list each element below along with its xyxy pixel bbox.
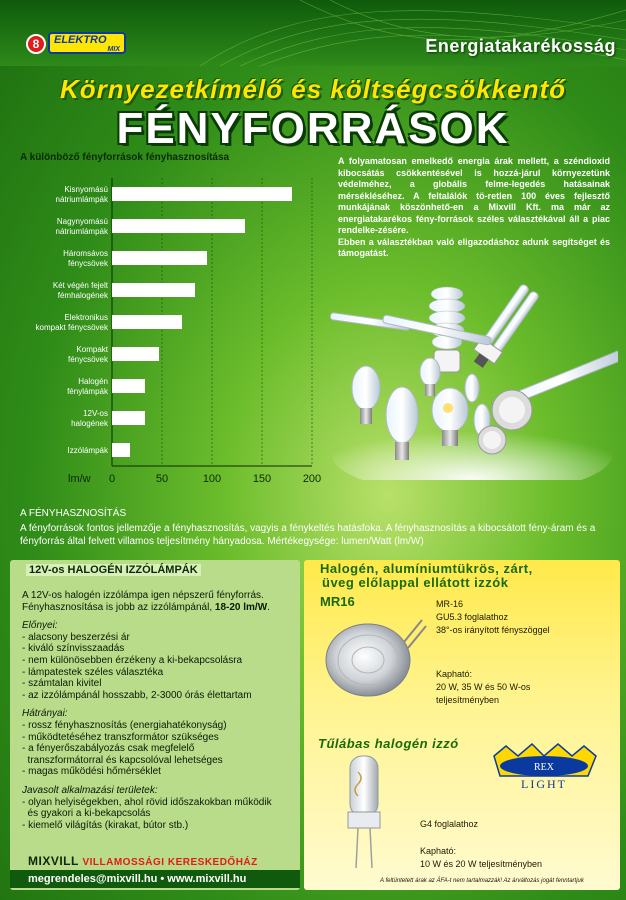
category-label: [71, 409, 109, 428]
advantage-item: - nem különösebben érzékeny a ki-bekapcsolásra: [22, 654, 243, 666]
category-label: [53, 281, 109, 300]
bar: [112, 411, 145, 425]
disadvantages-heading: Hátrányai:: [22, 708, 68, 720]
category-label-line: fénylámpák: [67, 387, 108, 396]
x-tick-label: 200: [302, 473, 322, 485]
mr16-title: Halogén, alumíniumtükrös, zárt, üveg előlappal ellátott izzók: [320, 561, 533, 590]
pin-halogen-title: Tűlábas halogén izzó: [318, 736, 459, 751]
pin-halogen-spec: G4 foglalathoz: [420, 819, 479, 829]
category-label-line: Nagynyomású: [56, 217, 108, 226]
headline: Környezetkímélő és költségcsökkentő: [59, 74, 567, 104]
x-axis-label: lm/w: [68, 473, 91, 485]
pin-halogen-capsule-icon: [330, 752, 400, 872]
category-label-line: Háromsávos: [63, 249, 108, 258]
disadvantages-list: [22, 720, 298, 778]
category-label: [68, 446, 109, 455]
efficacy-bar-chart: [16, 168, 326, 498]
category-label-line: fémhalogének: [57, 291, 108, 300]
x-tick-label: 100: [202, 473, 222, 485]
category-label-line: nátriumlámpák: [55, 227, 108, 236]
disadvantage-item: - működtetéséhez transzformátor szükséges: [22, 731, 219, 743]
bar: [112, 283, 195, 297]
advantage-item: - számtalan kivitel: [22, 678, 102, 690]
bar: [112, 251, 207, 265]
advantage-item: - kiváló színvisszaadás: [22, 643, 125, 655]
disadvantage-item: transzformátorral és kapcsolóval lehetséges: [22, 754, 223, 766]
advantage-item: - alacsony beszerzési ár: [22, 631, 130, 643]
category-label-line: fénycsövek: [67, 355, 108, 364]
bar: [112, 443, 130, 457]
category-label-line: Halogén: [78, 377, 108, 386]
category-label: [67, 377, 109, 396]
mixvill-brand: MIXVILL VILLAMOSSÁGI KERESKEDŐHÁZ: [28, 854, 258, 868]
mr16-availability: Kapható: 20 W, 35 W és 50 W-os teljesítményben: [436, 669, 531, 705]
bar: [112, 379, 145, 393]
efficacy-section-title: A FÉNYHASZNOSÍTÁS: [20, 508, 127, 519]
x-tick-label: 50: [155, 473, 169, 485]
category-label-line: Két végén fejelt: [52, 281, 108, 290]
bar: [112, 347, 159, 361]
category-label-line: Kompakt: [76, 345, 108, 354]
halogen-12v-title: 12V-os HALOGÉN IZZÓLÁMPÁK: [26, 564, 201, 576]
intro-paragraph-1: A folyamatosan emelkedő energia árak mellett, a széndioxid kibocsátás csökkentésével is hozzá-járul környezetünk védelméhez, a globális felme-legedés hatásainak mérsékléséhez. A feltalálók tö-retlen 100 éves fejlesztő munkájának köszönhető-en a Mixvill Kft. ma már az energiatakarékos fény-források széles választékával áll a piac rendelke-zésére.: [338, 156, 610, 235]
elektromix-logo: [48, 32, 126, 54]
intro-text: [338, 156, 610, 260]
pl-lamp-icon: [468, 282, 541, 372]
rex-text: REX: [534, 762, 554, 773]
applications-heading: Javasolt alkalmazási területek:: [22, 784, 158, 796]
application-item: - kiemelő világítás (kirakat, bútor stb.): [22, 819, 189, 831]
mr16-reflector-icon: [318, 612, 428, 702]
disadvantage-item: - magas működési hőmérséklet: [22, 766, 161, 778]
efficacy-section-body: A fényforrások fontos jellemzője a fényhasznosítás, vagyis a fénykeltés hatásfoka. A fényhasznosítás a kibocsátott fény-áram és a fényforrás által felvett villamos teljesítmény hányadosa. Mértékegysége: lumen/Watt (lm/W): [20, 523, 596, 547]
category-label-line: 12V-os: [83, 409, 108, 418]
lamps-illustration: [322, 270, 618, 480]
application-item: és gyakori a ki-bekapcsolás: [22, 808, 151, 820]
category-label: [63, 249, 109, 268]
page-title: FÉNYFORRÁSOK: [116, 104, 510, 153]
advantages-heading: Előnyei:: [22, 620, 58, 632]
disadvantage-item: - rossz fényhasznosítás (energiahatékonyság): [22, 719, 227, 731]
contact-bar: megrendeles@mixvill.hu • www.mixvill.hu: [10, 870, 300, 888]
category-label-line: halogének: [71, 419, 108, 428]
application-item: - olyan helyiségekben, ahol rövid időszakokban működik: [22, 796, 272, 808]
efficacy-value: 18-20 lm/W: [214, 601, 268, 613]
page-number: 8: [26, 34, 46, 54]
applications-list: [22, 797, 298, 832]
x-tick-label: 0: [108, 473, 116, 485]
category-label-line: nátriumlámpák: [55, 195, 108, 204]
bar: [112, 187, 292, 201]
disadvantage-item: - a fényerőszabályozás csak megfelelő: [22, 743, 195, 755]
mr16-name: MR16: [320, 594, 355, 609]
x-tick-label: 150: [252, 473, 272, 485]
halogen-12v-intro: A 12V-os halogén izzólámpa igen népszerű fényforrás. Fényhasznosítása is jobb az izzólámpánál, 18-20 lm/W.: [22, 590, 270, 613]
brand-tagline: VILLAMOSSÁGI KERESKEDŐHÁZ: [82, 857, 258, 868]
bar: [112, 315, 182, 329]
advantages-list: [22, 632, 298, 702]
price-disclaimer: A feltüntetett árak az ÁFA-t nem tartalmazzák! Az árváltozás jogát fenntartjuk: [380, 878, 584, 884]
category-label-line: kompakt fénycsövek: [35, 323, 108, 332]
rex-light-logo: [488, 742, 600, 790]
category-label: [56, 185, 109, 204]
advantage-item: - lámpatestek széles választéka: [22, 666, 164, 678]
advantage-item: - az izzólámpánál hosszabb, 2-3000 órás élettartam: [22, 689, 252, 701]
intro-paragraph-2: Ebben a választékban való eligazodáshoz adunk segítséget és támogatást.: [338, 236, 610, 258]
metal-halide-lamp-icon: [330, 312, 492, 345]
halogen-12v-text: [22, 590, 298, 831]
category-label-line: Kisnyomású: [64, 185, 108, 194]
category-label: [56, 217, 109, 236]
mr16-specs: MR-16 GU5.3 foglalathoz 38°-os irányított fényszöggel: [436, 599, 550, 635]
section-title: Energiatakarékosság: [425, 36, 616, 56]
pin-halogen-availability: Kapható: 10 W és 20 W teljesítményben: [420, 846, 543, 869]
logo-sub: MIX: [107, 46, 120, 53]
category-label-line: fénycsövek: [67, 259, 108, 268]
category-label: [36, 313, 109, 332]
glow-ellipse: [332, 415, 612, 480]
bar: [112, 219, 245, 233]
category-label-line: Elektronikus: [64, 313, 108, 322]
category-label: [68, 345, 109, 364]
light-text: LIGHT: [521, 777, 567, 790]
category-label-line: Izzólámpák: [67, 446, 108, 455]
logo-main: ELEKTRO: [54, 34, 107, 46]
chart-title: A különböző fényforrások fényhasznosítása: [20, 152, 230, 163]
